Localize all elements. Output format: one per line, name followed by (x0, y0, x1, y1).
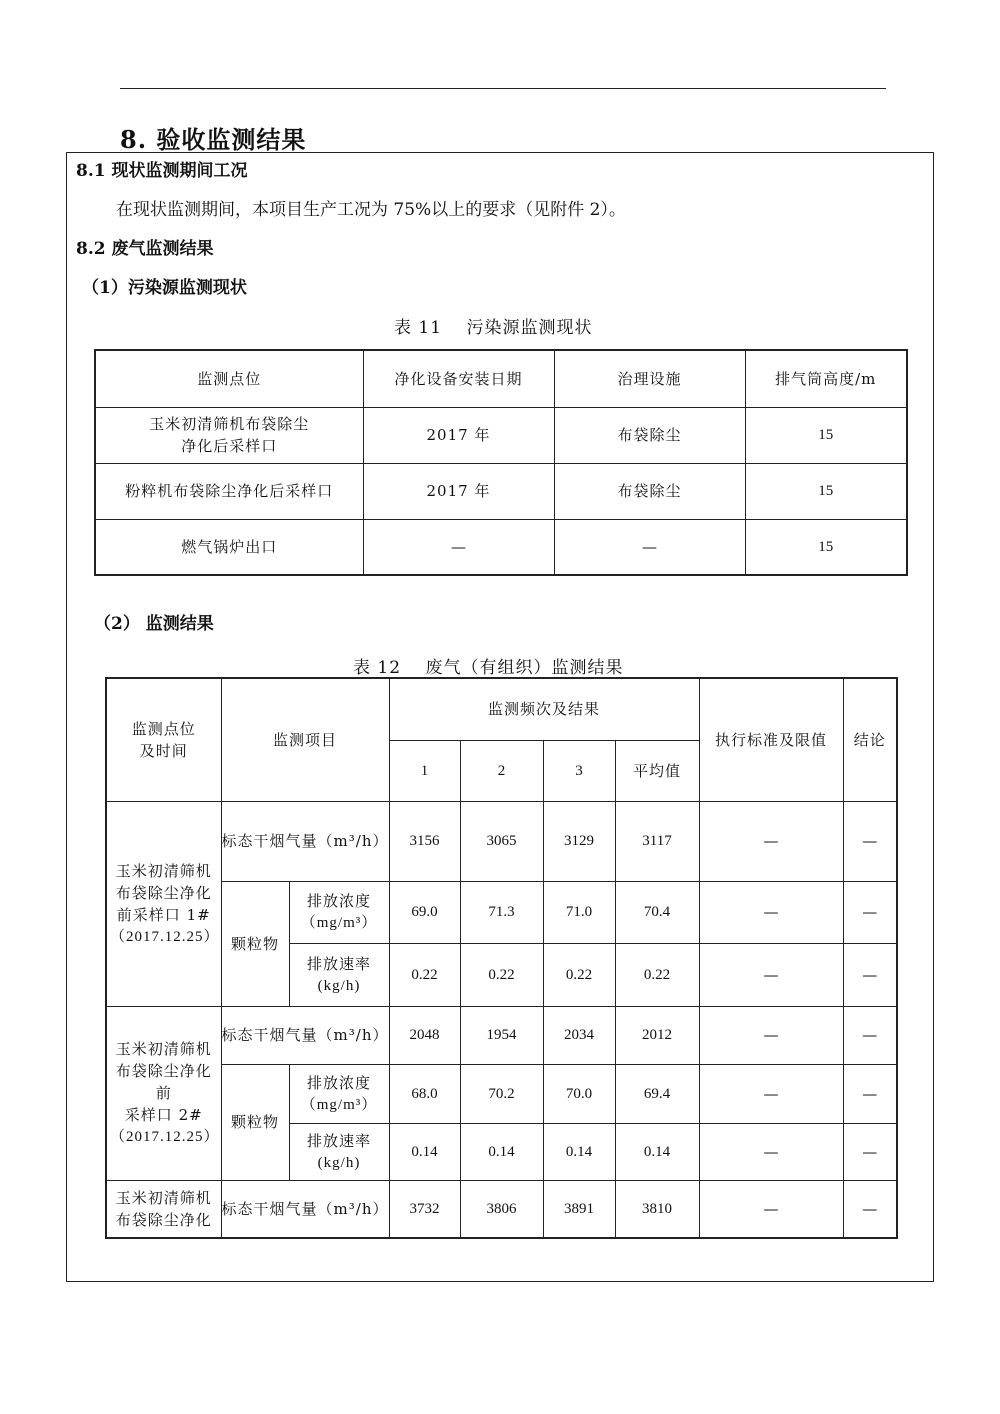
table-cell: 颗粒物 (221, 881, 289, 1006)
table-cell: 70.4 (615, 881, 699, 943)
table-cell: 0.14 (460, 1123, 543, 1180)
table-row (95, 519, 907, 575)
table-cell (106, 801, 221, 1006)
cell-line: 布袋除尘净化 (115, 1210, 212, 1229)
table-cell (95, 407, 363, 463)
cell-line: （mg/m³） (300, 1096, 378, 1113)
table-cell (289, 881, 389, 943)
table-cell: — (843, 801, 897, 881)
cell-line: 前 (155, 1084, 172, 1102)
table-12-header-col-1: 1 (389, 740, 460, 801)
table-cell (289, 943, 389, 1006)
subsection-8-1-title: 8.1 现状监测期间工况 (76, 161, 248, 181)
table-cell: — (699, 943, 843, 1006)
table-11-header-row (95, 350, 907, 407)
table-cell: 2017 年 (363, 463, 554, 519)
table-cell: 0.14 (543, 1123, 615, 1180)
table-cell (106, 1006, 221, 1180)
table-cell (289, 1064, 389, 1123)
header-rule (120, 88, 886, 89)
cell-line: 采样口 2# (124, 1106, 203, 1124)
table-cell: 15 (745, 407, 907, 463)
table-cell: 2034 (543, 1006, 615, 1064)
table-cell: 70.2 (460, 1064, 543, 1123)
cell-line: （2017.12.25） (110, 1129, 220, 1145)
cell-line: 及时间 (139, 741, 188, 760)
table-cell: 0.14 (389, 1123, 460, 1180)
table-cell: 3732 (389, 1180, 460, 1238)
table-cell: 1954 (460, 1006, 543, 1064)
table-12-header-point (106, 678, 221, 801)
table-cell: 0.22 (543, 943, 615, 1006)
table-cell: — (843, 881, 897, 943)
cell-line: 排放速率 (307, 1131, 372, 1150)
subsection-8-1-text: 在现状监测期间，本项目生产工况为 75%以上的要求（见附件 2）。 (116, 200, 626, 220)
table-cell (106, 1180, 221, 1238)
table-cell: 布袋除尘 (554, 407, 745, 463)
cell-line: 布袋除尘净化 (115, 1062, 212, 1080)
cell-line: 排放速率 (307, 954, 372, 973)
table-cell: 15 (745, 519, 907, 575)
table-11-header-height: 排气筒高度/m (745, 350, 907, 407)
table-row (95, 463, 907, 519)
table-row (106, 1180, 897, 1238)
cell-line: 玉米初清筛机 (115, 1188, 212, 1207)
table-cell: — (699, 1006, 843, 1064)
table-cell: — (699, 881, 843, 943)
table-11 (94, 349, 908, 576)
table-11-header-facility: 治理设施 (554, 350, 745, 407)
table-cell: 68.0 (389, 1064, 460, 1123)
table-cell: 颗粒物 (221, 1064, 289, 1180)
cell-line: 前采样口 1# (116, 905, 211, 924)
table-cell: — (554, 519, 745, 575)
table-cell: 3810 (615, 1180, 699, 1238)
table-cell: 标态干烟气量（m³/h） (221, 1180, 389, 1238)
cell-line: (kg/h) (317, 1154, 361, 1171)
table-cell: 69.0 (389, 881, 460, 943)
table-row (95, 407, 907, 463)
table-cell: — (843, 1123, 897, 1180)
table-12-header-conclusion: 结论 (843, 678, 897, 801)
table-cell: 0.22 (389, 943, 460, 1006)
cell-line: 玉米初清筛机 (115, 1040, 212, 1058)
cell-line: 净化后采样口 (181, 437, 278, 455)
table-12-header-row (106, 678, 897, 740)
table-cell: 0.14 (615, 1123, 699, 1180)
table-cell: 3117 (615, 801, 699, 881)
cell-line: (kg/h) (317, 977, 361, 994)
table-12-header-freq: 监测频次及结果 (389, 678, 699, 740)
table-cell: — (699, 1064, 843, 1123)
cell-line: 监测点位 (131, 719, 196, 738)
table-cell: 2048 (389, 1006, 460, 1064)
subsection-1-title: （1）污染源监测现状 (82, 278, 247, 298)
cell-line: 排放浓度 (307, 1073, 372, 1092)
table-cell: 2012 (615, 1006, 699, 1064)
table-cell: 布袋除尘 (554, 463, 745, 519)
table-11-header-date: 净化设备安装日期 (363, 350, 554, 407)
cell-line: 布袋除尘净化 (115, 883, 212, 902)
table-cell: 0.22 (615, 943, 699, 1006)
subsection-2-title: （2） 监测结果 (94, 614, 214, 634)
table-12 (105, 677, 898, 1239)
table-cell: 3891 (543, 1180, 615, 1238)
table-cell: — (843, 1006, 897, 1064)
table-cell: 3156 (389, 801, 460, 881)
table-cell: — (699, 1123, 843, 1180)
table-cell: — (843, 1180, 897, 1238)
table-cell: 70.0 (543, 1064, 615, 1123)
table-11-caption: 表 11 污染源监测现状 (394, 318, 593, 338)
table-cell: — (843, 1064, 897, 1123)
cell-line: （mg/m³） (300, 915, 378, 931)
table-cell: 71.3 (460, 881, 543, 943)
section-title: 8. 验收监测结果 (120, 125, 307, 154)
table-cell (289, 1123, 389, 1180)
table-12-header-col-avg: 平均值 (615, 740, 699, 801)
table-row (106, 801, 897, 881)
table-cell: 燃气锅炉出口 (95, 519, 363, 575)
table-12-header-standard: 执行标准及限值 (699, 678, 843, 801)
table-row (106, 1006, 897, 1064)
table-cell: 71.0 (543, 881, 615, 943)
table-cell: 15 (745, 463, 907, 519)
table-cell: — (843, 943, 897, 1006)
table-11-header-point: 监测点位 (95, 350, 363, 407)
table-12-header-col-3: 3 (543, 740, 615, 801)
table-cell: 2017 年 (363, 407, 554, 463)
table-cell: 3065 (460, 801, 543, 881)
table-cell: — (699, 1180, 843, 1238)
table-cell: 69.4 (615, 1064, 699, 1123)
table-12-header-col-2: 2 (460, 740, 543, 801)
table-cell: 标态干烟气量（m³/h） (221, 801, 389, 881)
cell-line: 排放浓度 (307, 892, 372, 910)
cell-line: 玉米初清筛机布袋除尘 (149, 415, 310, 433)
table-row (106, 1064, 897, 1123)
table-12-header-item: 监测项目 (221, 678, 389, 801)
table-cell: 3806 (460, 1180, 543, 1238)
subsection-8-2-title: 8.2 废气监测结果 (76, 239, 214, 259)
table-cell: 0.22 (460, 943, 543, 1006)
table-row (106, 881, 897, 943)
table-cell: 3129 (543, 801, 615, 881)
table-cell: 粉粹机布袋除尘净化后采样口 (95, 463, 363, 519)
cell-line: （2017.12.25） (110, 928, 220, 945)
table-cell: — (699, 801, 843, 881)
cell-line: 玉米初清筛机 (115, 861, 212, 880)
table-cell: — (363, 519, 554, 575)
table-cell: 标态干烟气量（m³/h） (221, 1006, 389, 1064)
table-12-caption: 表 12 废气（有组织）监测结果 (353, 658, 624, 678)
